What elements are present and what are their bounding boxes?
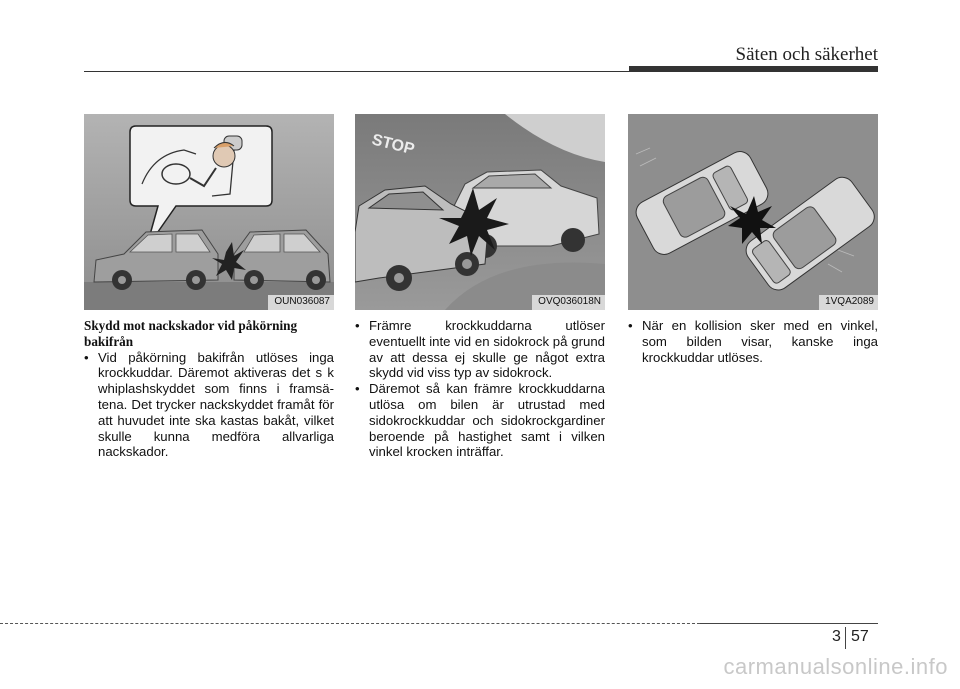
section-heading <box>84 318 334 350</box>
angle-impact-illustration <box>628 114 878 310</box>
header-rule <box>84 71 629 72</box>
text-line: för att huvudet inte ska kastas bakåt, <box>98 396 334 428</box>
text-line: När en kollision sker med en vinkel, <box>642 318 878 333</box>
bullet-item <box>355 318 605 381</box>
text-line: extra skydd vid viss typ av sidokrock. <box>369 349 605 381</box>
text-line: whiplashskyddet som finns i framsä- <box>98 381 334 397</box>
figure-code: OUN036087 <box>268 295 334 310</box>
column-side-impact <box>355 318 605 460</box>
bullet-item <box>355 381 605 460</box>
chapter-number: 3 <box>832 628 841 645</box>
column-rear-impact <box>84 318 334 460</box>
text-line: tena. Det trycker nackskyddet framåt <box>98 396 315 412</box>
rear-impact-illustration <box>84 114 334 310</box>
watermark-text: carmanualsonline.info <box>723 654 948 679</box>
text-line: grund av att dessa ej skulle ge något <box>369 333 605 365</box>
heading-line: bakifrån <box>84 333 134 349</box>
figure-side-impact <box>355 114 605 310</box>
figure-rear-impact <box>84 114 334 310</box>
text-line: krockkuddar. Däremot aktiveras det s k <box>98 365 334 381</box>
page-number: 57 <box>851 628 869 645</box>
text-line: beroende på hastighet samt i vilken <box>369 428 605 444</box>
text-line: Främre krockkuddarna utlöser <box>369 318 605 333</box>
side-impact-illustration <box>355 114 605 310</box>
text-line: sidokrockkuddar och sidokrockgardiner <box>369 412 605 428</box>
figure-code: OVQ036018N <box>532 295 605 310</box>
heading-line: Skydd mot nackskador vid påkörning <box>84 318 298 333</box>
bullet-item <box>628 318 878 365</box>
footer-rule-solid <box>700 623 878 624</box>
text-line: eventuellt inte vid en sidokrock på <box>369 333 568 349</box>
figure-code: 1VQA2089 <box>819 295 878 310</box>
section-title: Säten och säkerhet <box>735 44 878 65</box>
road-marking-text: STOP <box>370 131 417 159</box>
text-line: som bilden visar, kanske inga <box>642 333 878 349</box>
header-rule-thick <box>629 66 878 72</box>
text-line: utlösa om bilen är utrustad med <box>369 396 605 412</box>
column-angle-impact <box>628 318 878 365</box>
figure-angle-impact <box>628 114 878 310</box>
bullet-item <box>84 350 334 461</box>
text-line: nackskador. <box>98 444 169 460</box>
text-line: vilket skulle kunna medföra allvarliga <box>98 412 335 444</box>
footer-rule <box>0 623 700 624</box>
text-line: Vid påkörning bakifrån utlöses inga <box>98 349 334 365</box>
text-line: Däremot så kan främre krockkuddarna <box>369 381 605 397</box>
text-line: krockkuddar utlöses. <box>642 349 763 365</box>
text-line: vinkel krocken inträffar. <box>369 444 504 460</box>
page-number-divider <box>845 627 846 649</box>
